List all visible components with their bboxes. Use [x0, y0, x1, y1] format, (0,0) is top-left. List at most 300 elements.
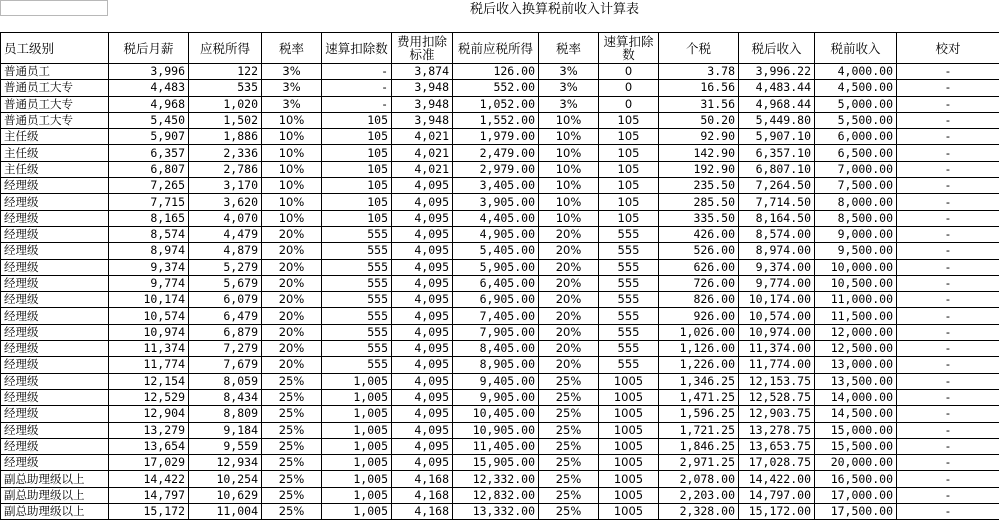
cell-pre-tax-income[interactable]: 5,000.00: [815, 96, 897, 112]
cell-level[interactable]: 经理级: [1, 292, 109, 308]
cell-expense-deduction[interactable]: 4,021: [392, 145, 453, 161]
cell-quick-deduction[interactable]: 105: [322, 129, 392, 145]
cell-check[interactable]: -: [897, 145, 999, 161]
cell-level[interactable]: 经理级: [1, 210, 109, 226]
cell-income-tax[interactable]: 142.90: [659, 145, 739, 161]
cell-income-tax[interactable]: 16.56: [659, 80, 739, 96]
cell-quick-deduction-2[interactable]: 1005: [599, 373, 659, 389]
cell-pre-tax-taxable[interactable]: 1,052.00: [453, 96, 539, 112]
cell-after-tax-salary[interactable]: 8,165: [109, 210, 189, 226]
cell-level[interactable]: 经理级: [1, 259, 109, 275]
cell-after-tax-salary[interactable]: 12,154: [109, 373, 189, 389]
header-pre-tax-taxable[interactable]: 税前应税所得: [453, 33, 539, 64]
cell-level[interactable]: 经理级: [1, 243, 109, 259]
cell-pre-tax-taxable[interactable]: 15,905.00: [453, 455, 539, 471]
cell-tax-rate-2[interactable]: 20%: [539, 324, 599, 340]
cell-pre-tax-income[interactable]: 12,000.00: [815, 324, 897, 340]
cell-tax-rate[interactable]: 10%: [262, 178, 322, 194]
cell-tax-rate[interactable]: 25%: [262, 389, 322, 405]
cell-pre-tax-taxable[interactable]: 7,905.00: [453, 324, 539, 340]
cell-pre-tax-income[interactable]: 15,500.00: [815, 438, 897, 454]
cell-quick-deduction[interactable]: 555: [322, 308, 392, 324]
cell-taxable-income[interactable]: 8,809: [189, 406, 262, 422]
cell-tax-rate-2[interactable]: 25%: [539, 389, 599, 405]
cell-taxable-income[interactable]: 9,184: [189, 422, 262, 438]
cell-expense-deduction[interactable]: 4,095: [392, 308, 453, 324]
cell-taxable-income[interactable]: 2,336: [189, 145, 262, 161]
cell-pre-tax-income[interactable]: 7,000.00: [815, 161, 897, 177]
cell-income-tax[interactable]: 92.90: [659, 129, 739, 145]
cell-taxable-income[interactable]: 4,879: [189, 243, 262, 259]
cell-expense-deduction[interactable]: 4,168: [392, 487, 453, 503]
cell-quick-deduction-2[interactable]: 0: [599, 80, 659, 96]
cell-check[interactable]: -: [897, 80, 999, 96]
cell-income-tax[interactable]: 2,203.00: [659, 487, 739, 503]
cell-tax-rate-2[interactable]: 20%: [539, 275, 599, 291]
cell-pre-tax-income[interactable]: 4,500.00: [815, 80, 897, 96]
cell-check[interactable]: -: [897, 389, 999, 405]
cell-check[interactable]: -: [897, 422, 999, 438]
cell-check[interactable]: -: [897, 129, 999, 145]
cell-after-tax-salary[interactable]: 5,907: [109, 129, 189, 145]
cell-after-tax-salary[interactable]: 5,450: [109, 112, 189, 128]
cell-pre-tax-taxable[interactable]: 5,905.00: [453, 259, 539, 275]
cell-pre-tax-income[interactable]: 11,000.00: [815, 292, 897, 308]
cell-pre-tax-income[interactable]: 10,500.00: [815, 275, 897, 291]
cell-check[interactable]: -: [897, 455, 999, 471]
cell-quick-deduction-2[interactable]: 555: [599, 324, 659, 340]
cell-income-tax[interactable]: 526.00: [659, 243, 739, 259]
cell-pre-tax-income[interactable]: 14,000.00: [815, 389, 897, 405]
cell-tax-rate-2[interactable]: 10%: [539, 129, 599, 145]
cell-check[interactable]: -: [897, 406, 999, 422]
cell-after-tax-salary[interactable]: 6,357: [109, 145, 189, 161]
cell-check[interactable]: -: [897, 259, 999, 275]
cell-taxable-income[interactable]: 6,479: [189, 308, 262, 324]
cell-after-tax-salary[interactable]: 10,574: [109, 308, 189, 324]
cell-pre-tax-income[interactable]: 5,500.00: [815, 112, 897, 128]
cell-taxable-income[interactable]: 6,079: [189, 292, 262, 308]
cell-check[interactable]: -: [897, 161, 999, 177]
cell-quick-deduction-2[interactable]: 1005: [599, 487, 659, 503]
cell-taxable-income[interactable]: 9,559: [189, 438, 262, 454]
cell-pre-tax-taxable[interactable]: 126.00: [453, 64, 539, 80]
cell-after-tax-income[interactable]: 9,774.00: [739, 275, 815, 291]
cell-expense-deduction[interactable]: 4,095: [392, 373, 453, 389]
cell-after-tax-salary[interactable]: 8,974: [109, 243, 189, 259]
cell-expense-deduction[interactable]: 4,095: [392, 275, 453, 291]
cell-tax-rate[interactable]: 25%: [262, 504, 322, 520]
cell-income-tax[interactable]: 926.00: [659, 308, 739, 324]
cell-level[interactable]: 主任级: [1, 145, 109, 161]
cell-income-tax[interactable]: 31.56: [659, 96, 739, 112]
cell-pre-tax-taxable[interactable]: 1,979.00: [453, 129, 539, 145]
cell-pre-tax-income[interactable]: 9,000.00: [815, 226, 897, 242]
cell-pre-tax-taxable[interactable]: 9,905.00: [453, 389, 539, 405]
cell-taxable-income[interactable]: 3,620: [189, 194, 262, 210]
cell-tax-rate-2[interactable]: 25%: [539, 373, 599, 389]
cell-expense-deduction[interactable]: 4,168: [392, 471, 453, 487]
cell-taxable-income[interactable]: 1,020: [189, 96, 262, 112]
cell-quick-deduction[interactable]: 1,005: [322, 406, 392, 422]
cell-expense-deduction[interactable]: 4,095: [392, 422, 453, 438]
cell-after-tax-income[interactable]: 12,153.75: [739, 373, 815, 389]
cell-tax-rate[interactable]: 20%: [262, 259, 322, 275]
cell-after-tax-salary[interactable]: 14,797: [109, 487, 189, 503]
cell-income-tax[interactable]: 3.78: [659, 64, 739, 80]
cell-quick-deduction-2[interactable]: 105: [599, 210, 659, 226]
cell-quick-deduction-2[interactable]: 555: [599, 226, 659, 242]
cell-quick-deduction[interactable]: -: [322, 80, 392, 96]
cell-after-tax-income[interactable]: 6,807.10: [739, 161, 815, 177]
cell-quick-deduction-2[interactable]: 105: [599, 178, 659, 194]
cell-pre-tax-income[interactable]: 4,000.00: [815, 64, 897, 80]
header-tax-rate[interactable]: 税率: [262, 33, 322, 64]
cell-level[interactable]: 经理级: [1, 324, 109, 340]
cell-tax-rate-2[interactable]: 25%: [539, 455, 599, 471]
cell-income-tax[interactable]: 1,026.00: [659, 324, 739, 340]
cell-expense-deduction[interactable]: 4,095: [392, 357, 453, 373]
cell-tax-rate-2[interactable]: 25%: [539, 422, 599, 438]
cell-level[interactable]: 普通员工大专: [1, 80, 109, 96]
cell-income-tax[interactable]: 1,346.25: [659, 373, 739, 389]
cell-tax-rate-2[interactable]: 20%: [539, 308, 599, 324]
cell-pre-tax-income[interactable]: 12,500.00: [815, 341, 897, 357]
cell-pre-tax-income[interactable]: 9,500.00: [815, 243, 897, 259]
cell-expense-deduction[interactable]: 4,168: [392, 504, 453, 520]
cell-level[interactable]: 经理级: [1, 226, 109, 242]
cell-quick-deduction-2[interactable]: 1005: [599, 438, 659, 454]
cell-check[interactable]: -: [897, 275, 999, 291]
cell-after-tax-income[interactable]: 4,483.44: [739, 80, 815, 96]
cell-income-tax[interactable]: 1,721.25: [659, 422, 739, 438]
cell-quick-deduction[interactable]: 555: [322, 259, 392, 275]
cell-pre-tax-income[interactable]: 15,000.00: [815, 422, 897, 438]
cell-pre-tax-income[interactable]: 10,000.00: [815, 259, 897, 275]
cell-pre-tax-taxable[interactable]: 13,332.00: [453, 504, 539, 520]
cell-after-tax-salary[interactable]: 7,715: [109, 194, 189, 210]
cell-tax-rate-2[interactable]: 20%: [539, 292, 599, 308]
cell-pre-tax-taxable[interactable]: 5,405.00: [453, 243, 539, 259]
cell-expense-deduction[interactable]: 4,095: [392, 194, 453, 210]
cell-check[interactable]: -: [897, 210, 999, 226]
cell-check[interactable]: -: [897, 487, 999, 503]
cell-quick-deduction[interactable]: -: [322, 64, 392, 80]
cell-tax-rate-2[interactable]: 25%: [539, 406, 599, 422]
cell-quick-deduction-2[interactable]: 1005: [599, 389, 659, 405]
cell-quick-deduction[interactable]: 105: [322, 210, 392, 226]
header-expense-deduction[interactable]: 费用扣除标准: [392, 33, 453, 64]
cell-taxable-income[interactable]: 4,479: [189, 226, 262, 242]
cell-expense-deduction[interactable]: 4,095: [392, 455, 453, 471]
cell-quick-deduction[interactable]: 555: [322, 275, 392, 291]
cell-taxable-income[interactable]: 11,004: [189, 504, 262, 520]
cell-taxable-income[interactable]: 12,934: [189, 455, 262, 471]
cell-quick-deduction[interactable]: 1,005: [322, 389, 392, 405]
cell-pre-tax-taxable[interactable]: 4,905.00: [453, 226, 539, 242]
cell-tax-rate[interactable]: 20%: [262, 308, 322, 324]
cell-tax-rate-2[interactable]: 25%: [539, 471, 599, 487]
cell-quick-deduction[interactable]: 1,005: [322, 455, 392, 471]
cell-tax-rate[interactable]: 3%: [262, 96, 322, 112]
cell-expense-deduction[interactable]: 4,021: [392, 161, 453, 177]
cell-tax-rate-2[interactable]: 10%: [539, 194, 599, 210]
cell-expense-deduction[interactable]: 4,095: [392, 406, 453, 422]
cell-income-tax[interactable]: 335.50: [659, 210, 739, 226]
cell-income-tax[interactable]: 50.20: [659, 112, 739, 128]
cell-tax-rate[interactable]: 10%: [262, 145, 322, 161]
cell-pre-tax-income[interactable]: 17,000.00: [815, 487, 897, 503]
cell-pre-tax-taxable[interactable]: 10,905.00: [453, 422, 539, 438]
cell-after-tax-income[interactable]: 15,172.00: [739, 504, 815, 520]
cell-level[interactable]: 经理级: [1, 341, 109, 357]
cell-level[interactable]: 经理级: [1, 194, 109, 210]
cell-after-tax-salary[interactable]: 11,774: [109, 357, 189, 373]
cell-expense-deduction[interactable]: 4,095: [392, 259, 453, 275]
cell-pre-tax-income[interactable]: 6,500.00: [815, 145, 897, 161]
cell-after-tax-income[interactable]: 12,528.75: [739, 389, 815, 405]
cell-pre-tax-income[interactable]: 13,000.00: [815, 357, 897, 373]
cell-after-tax-salary[interactable]: 15,172: [109, 504, 189, 520]
cell-check[interactable]: -: [897, 194, 999, 210]
cell-quick-deduction[interactable]: 1,005: [322, 487, 392, 503]
cell-check[interactable]: -: [897, 178, 999, 194]
cell-tax-rate[interactable]: 10%: [262, 210, 322, 226]
cell-pre-tax-taxable[interactable]: 11,405.00: [453, 438, 539, 454]
cell-tax-rate[interactable]: 20%: [262, 357, 322, 373]
cell-taxable-income[interactable]: 6,879: [189, 324, 262, 340]
cell-level[interactable]: 副总助理级以上: [1, 504, 109, 520]
cell-level[interactable]: 经理级: [1, 438, 109, 454]
cell-taxable-income[interactable]: 2,786: [189, 161, 262, 177]
cell-tax-rate-2[interactable]: 20%: [539, 226, 599, 242]
cell-tax-rate-2[interactable]: 10%: [539, 210, 599, 226]
cell-taxable-income[interactable]: 10,254: [189, 471, 262, 487]
cell-quick-deduction[interactable]: -: [322, 96, 392, 112]
cell-tax-rate[interactable]: 10%: [262, 194, 322, 210]
cell-expense-deduction[interactable]: 3,874: [392, 64, 453, 80]
cell-quick-deduction[interactable]: 105: [322, 178, 392, 194]
cell-tax-rate-2[interactable]: 20%: [539, 259, 599, 275]
cell-income-tax[interactable]: 1,126.00: [659, 341, 739, 357]
cell-check[interactable]: -: [897, 438, 999, 454]
cell-expense-deduction[interactable]: 4,095: [392, 178, 453, 194]
cell-expense-deduction[interactable]: 4,095: [392, 210, 453, 226]
cell-quick-deduction-2[interactable]: 1005: [599, 422, 659, 438]
cell-after-tax-salary[interactable]: 12,529: [109, 389, 189, 405]
cell-quick-deduction-2[interactable]: 105: [599, 129, 659, 145]
cell-quick-deduction-2[interactable]: 105: [599, 112, 659, 128]
cell-tax-rate[interactable]: 25%: [262, 487, 322, 503]
cell-after-tax-salary[interactable]: 8,574: [109, 226, 189, 242]
cell-check[interactable]: -: [897, 308, 999, 324]
cell-level[interactable]: 经理级: [1, 406, 109, 422]
cell-level[interactable]: 普通员工大专: [1, 96, 109, 112]
header-tax-rate-2[interactable]: 税率: [539, 33, 599, 64]
cell-expense-deduction[interactable]: 4,095: [392, 341, 453, 357]
cell-tax-rate-2[interactable]: 25%: [539, 487, 599, 503]
cell-taxable-income[interactable]: 7,679: [189, 357, 262, 373]
cell-quick-deduction-2[interactable]: 555: [599, 341, 659, 357]
cell-tax-rate[interactable]: 20%: [262, 275, 322, 291]
cell-quick-deduction-2[interactable]: 555: [599, 275, 659, 291]
cell-tax-rate[interactable]: 3%: [262, 80, 322, 96]
cell-quick-deduction-2[interactable]: 105: [599, 145, 659, 161]
cell-quick-deduction-2[interactable]: 1005: [599, 455, 659, 471]
cell-quick-deduction[interactable]: 1,005: [322, 422, 392, 438]
cell-quick-deduction[interactable]: 1,005: [322, 471, 392, 487]
cell-level[interactable]: 普通员工大专: [1, 112, 109, 128]
header-income-tax[interactable]: 个税: [659, 33, 739, 64]
cell-taxable-income[interactable]: 535: [189, 80, 262, 96]
cell-tax-rate-2[interactable]: 10%: [539, 178, 599, 194]
cell-pre-tax-income[interactable]: 6,000.00: [815, 129, 897, 145]
cell-pre-tax-income[interactable]: 8,500.00: [815, 210, 897, 226]
cell-tax-rate-2[interactable]: 10%: [539, 145, 599, 161]
cell-after-tax-income[interactable]: 7,714.50: [739, 194, 815, 210]
cell-quick-deduction-2[interactable]: 555: [599, 259, 659, 275]
cell-tax-rate-2[interactable]: 10%: [539, 161, 599, 177]
cell-after-tax-income[interactable]: 8,974.00: [739, 243, 815, 259]
cell-after-tax-salary[interactable]: 13,654: [109, 438, 189, 454]
cell-pre-tax-taxable[interactable]: 2,479.00: [453, 145, 539, 161]
cell-tax-rate[interactable]: 10%: [262, 161, 322, 177]
cell-after-tax-salary[interactable]: 4,968: [109, 96, 189, 112]
cell-tax-rate[interactable]: 20%: [262, 226, 322, 242]
cell-quick-deduction-2[interactable]: 0: [599, 96, 659, 112]
cell-expense-deduction[interactable]: 3,948: [392, 80, 453, 96]
cell-after-tax-income[interactable]: 11,374.00: [739, 341, 815, 357]
cell-check[interactable]: -: [897, 341, 999, 357]
cell-expense-deduction[interactable]: 4,095: [392, 292, 453, 308]
cell-tax-rate[interactable]: 25%: [262, 373, 322, 389]
cell-quick-deduction[interactable]: 105: [322, 145, 392, 161]
cell-quick-deduction[interactable]: 1,005: [322, 504, 392, 520]
cell-pre-tax-income[interactable]: 14,500.00: [815, 406, 897, 422]
cell-pre-tax-taxable[interactable]: 12,332.00: [453, 471, 539, 487]
cell-tax-rate-2[interactable]: 25%: [539, 504, 599, 520]
cell-expense-deduction[interactable]: 3,948: [392, 96, 453, 112]
cell-tax-rate[interactable]: 20%: [262, 324, 322, 340]
cell-tax-rate-2[interactable]: 20%: [539, 341, 599, 357]
cell-after-tax-income[interactable]: 13,653.75: [739, 438, 815, 454]
cell-quick-deduction[interactable]: 555: [322, 243, 392, 259]
cell-quick-deduction[interactable]: 555: [322, 324, 392, 340]
cell-pre-tax-taxable[interactable]: 9,405.00: [453, 373, 539, 389]
cell-tax-rate-2[interactable]: 3%: [539, 96, 599, 112]
cell-income-tax[interactable]: 192.90: [659, 161, 739, 177]
header-level[interactable]: 员工级别: [1, 33, 109, 64]
cell-pre-tax-taxable[interactable]: 1,552.00: [453, 112, 539, 128]
cell-after-tax-salary[interactable]: 9,374: [109, 259, 189, 275]
cell-check[interactable]: -: [897, 292, 999, 308]
cell-after-tax-salary[interactable]: 11,374: [109, 341, 189, 357]
cell-quick-deduction[interactable]: 105: [322, 161, 392, 177]
cell-check[interactable]: -: [897, 471, 999, 487]
cell-expense-deduction[interactable]: 4,095: [392, 324, 453, 340]
cell-income-tax[interactable]: 285.50: [659, 194, 739, 210]
cell-level[interactable]: 副总助理级以上: [1, 487, 109, 503]
cell-tax-rate[interactable]: 25%: [262, 438, 322, 454]
cell-after-tax-income[interactable]: 10,174.00: [739, 292, 815, 308]
cell-check[interactable]: -: [897, 243, 999, 259]
cell-tax-rate-2[interactable]: 25%: [539, 438, 599, 454]
cell-after-tax-income[interactable]: 7,264.50: [739, 178, 815, 194]
cell-quick-deduction[interactable]: 555: [322, 292, 392, 308]
cell-pre-tax-income[interactable]: 13,500.00: [815, 373, 897, 389]
cell-after-tax-income[interactable]: 5,907.10: [739, 129, 815, 145]
cell-after-tax-income[interactable]: 13,278.75: [739, 422, 815, 438]
cell-level[interactable]: 经理级: [1, 455, 109, 471]
cell-after-tax-salary[interactable]: 13,279: [109, 422, 189, 438]
cell-income-tax[interactable]: 626.00: [659, 259, 739, 275]
cell-pre-tax-taxable[interactable]: 7,405.00: [453, 308, 539, 324]
cell-after-tax-salary[interactable]: 9,774: [109, 275, 189, 291]
cell-pre-tax-income[interactable]: 8,000.00: [815, 194, 897, 210]
cell-level[interactable]: 经理级: [1, 275, 109, 291]
cell-pre-tax-taxable[interactable]: 552.00: [453, 80, 539, 96]
cell-check[interactable]: -: [897, 112, 999, 128]
cell-expense-deduction[interactable]: 3,948: [392, 112, 453, 128]
cell-taxable-income[interactable]: 1,502: [189, 112, 262, 128]
header-pre-tax-income[interactable]: 税前收入: [815, 33, 897, 64]
cell-tax-rate-2[interactable]: 3%: [539, 64, 599, 80]
cell-income-tax[interactable]: 2,328.00: [659, 504, 739, 520]
cell-after-tax-salary[interactable]: 14,422: [109, 471, 189, 487]
cell-pre-tax-taxable[interactable]: 2,979.00: [453, 161, 539, 177]
cell-after-tax-income[interactable]: 4,968.44: [739, 96, 815, 112]
cell-check[interactable]: -: [897, 504, 999, 520]
cell-expense-deduction[interactable]: 4,095: [392, 389, 453, 405]
cell-quick-deduction-2[interactable]: 555: [599, 243, 659, 259]
cell-quick-deduction-2[interactable]: 555: [599, 292, 659, 308]
cell-after-tax-income[interactable]: 3,996.22: [739, 64, 815, 80]
cell-check[interactable]: -: [897, 373, 999, 389]
cell-level[interactable]: 经理级: [1, 389, 109, 405]
cell-tax-rate-2[interactable]: 20%: [539, 243, 599, 259]
cell-tax-rate-2[interactable]: 3%: [539, 80, 599, 96]
cell-quick-deduction-2[interactable]: 555: [599, 357, 659, 373]
cell-quick-deduction-2[interactable]: 105: [599, 161, 659, 177]
cell-after-tax-salary[interactable]: 7,265: [109, 178, 189, 194]
cell-income-tax[interactable]: 826.00: [659, 292, 739, 308]
cell-income-tax[interactable]: 1,596.25: [659, 406, 739, 422]
cell-check[interactable]: -: [897, 64, 999, 80]
header-taxable-income[interactable]: 应税所得: [189, 33, 262, 64]
cell-after-tax-income[interactable]: 12,903.75: [739, 406, 815, 422]
cell-pre-tax-income[interactable]: 11,500.00: [815, 308, 897, 324]
cell-pre-tax-income[interactable]: 20,000.00: [815, 455, 897, 471]
cell-income-tax[interactable]: 235.50: [659, 178, 739, 194]
cell-tax-rate[interactable]: 25%: [262, 471, 322, 487]
cell-pre-tax-taxable[interactable]: 10,405.00: [453, 406, 539, 422]
cell-taxable-income[interactable]: 5,679: [189, 275, 262, 291]
cell-income-tax[interactable]: 1,846.25: [659, 438, 739, 454]
cell-quick-deduction[interactable]: 555: [322, 226, 392, 242]
cell-tax-rate[interactable]: 20%: [262, 243, 322, 259]
cell-pre-tax-taxable[interactable]: 12,832.00: [453, 487, 539, 503]
cell-taxable-income[interactable]: 4,070: [189, 210, 262, 226]
cell-quick-deduction[interactable]: 105: [322, 112, 392, 128]
cell-quick-deduction-2[interactable]: 555: [599, 308, 659, 324]
cell-pre-tax-taxable[interactable]: 4,405.00: [453, 210, 539, 226]
cell-level[interactable]: 经理级: [1, 308, 109, 324]
cell-expense-deduction[interactable]: 4,021: [392, 129, 453, 145]
cell-quick-deduction[interactable]: 105: [322, 194, 392, 210]
cell-after-tax-income[interactable]: 14,797.00: [739, 487, 815, 503]
header-quick-deduction[interactable]: 速算扣除数: [322, 33, 392, 64]
cell-income-tax[interactable]: 2,971.25: [659, 455, 739, 471]
